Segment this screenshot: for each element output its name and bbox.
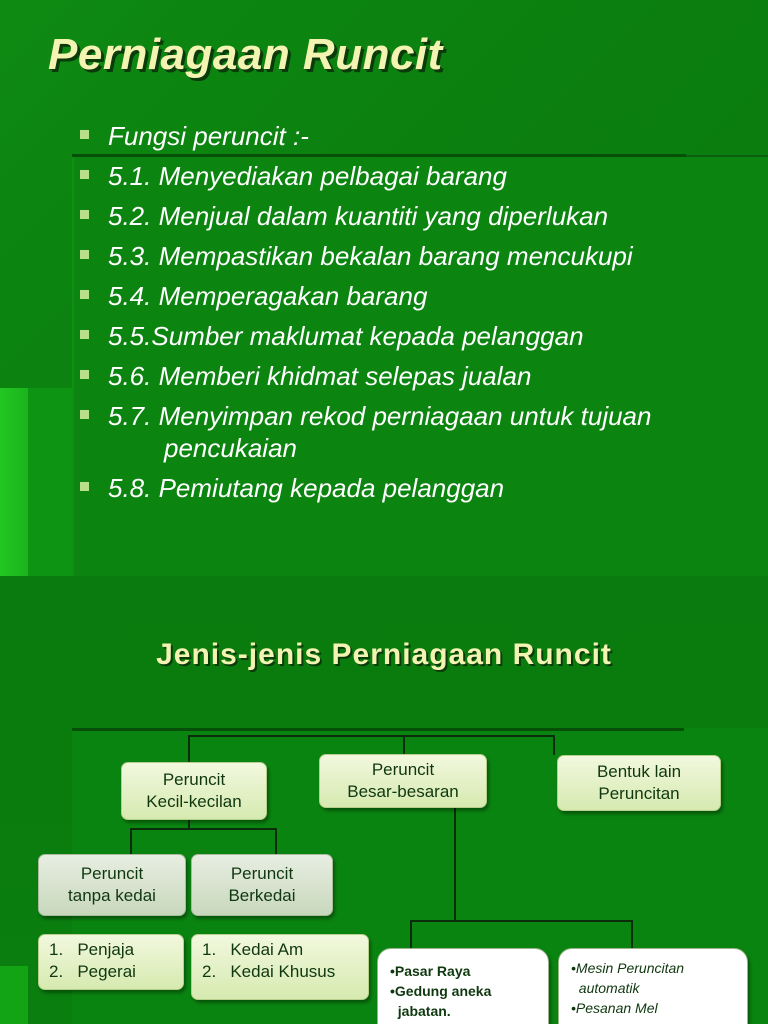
connector-line [454,806,456,920]
connector-line [410,920,412,948]
list-besar-besaran: •Pasar Raya •Gedung aneka jabatan. [377,948,549,1024]
square-bullet-icon [80,370,89,379]
square-bullet-icon [80,130,89,139]
bullet-item: 5.8. Pemiutang kepada pelanggan [76,472,766,504]
bullet-item: Fungsi peruncit :- [76,120,766,152]
square-bullet-icon [80,290,89,299]
background-accent-left [0,966,28,1024]
bullet-list [76,120,766,512]
background-accent-left-inner [28,388,72,576]
square-bullet-icon [80,210,89,219]
connector-line [403,735,405,755]
bullet-continuation: pencukaian [164,433,297,463]
square-bullet-icon [80,410,89,419]
connector-line [631,920,633,948]
square-bullet-icon [80,170,89,179]
node-peruncit-kecil-kecilan: Peruncit Kecil-kecilan [121,762,267,820]
connector-line [553,735,555,755]
list-tanpa-kedai: 1. Penjaja 2. Pegerai [38,934,184,990]
connector-line [130,828,276,830]
connector-line [188,735,554,737]
connector-line [130,828,132,854]
square-bullet-icon [80,482,89,491]
square-bullet-icon [80,330,89,339]
bullet-item: 5.7. Menyimpan rekod perniagaan untuk tujuan pencukaian [76,400,766,464]
connector-line [410,920,632,922]
slide-title: Perniagaan Runcit [48,30,443,79]
slide-jenis-perniagaan-runcit [0,576,768,1024]
background-rule [72,728,684,731]
node-peruncit-tanpa-kedai: Peruncit tanpa kedai [38,854,186,916]
node-bentuk-lain-peruncitan: Bentuk lain Peruncitan [557,755,721,811]
connector-line [188,735,190,762]
node-peruncit-besar-besaran: Peruncit Besar-besaran [319,754,487,808]
bullet-item: 5.3. Mempastikan bekalan barang mencukupi [76,240,766,272]
node-peruncit-berkedai: Peruncit Berkedai [191,854,333,916]
slide-title: Jenis-jenis Perniagaan Runcit [156,638,612,671]
square-bullet-icon [80,250,89,259]
bullet-item: 5.1. Menyediakan pelbagai barang [76,160,766,192]
bullet-item: 5.2. Menjual dalam kuantiti yang diperlukan [76,200,766,232]
bullet-item: 5.5.Sumber maklumat kepada pelanggan [76,320,766,352]
bullet-item: 5.6. Memberi khidmat selepas jualan [76,360,766,392]
list-berkedai: 1. Kedai Am 2. Kedai Khusus [191,934,369,1000]
list-bentuk-lain: •Mesin Peruncitan automatik •Pesanan Mel [558,948,748,1024]
connector-line [275,828,277,854]
bullet-item: 5.4. Memperagakan barang [76,280,766,312]
